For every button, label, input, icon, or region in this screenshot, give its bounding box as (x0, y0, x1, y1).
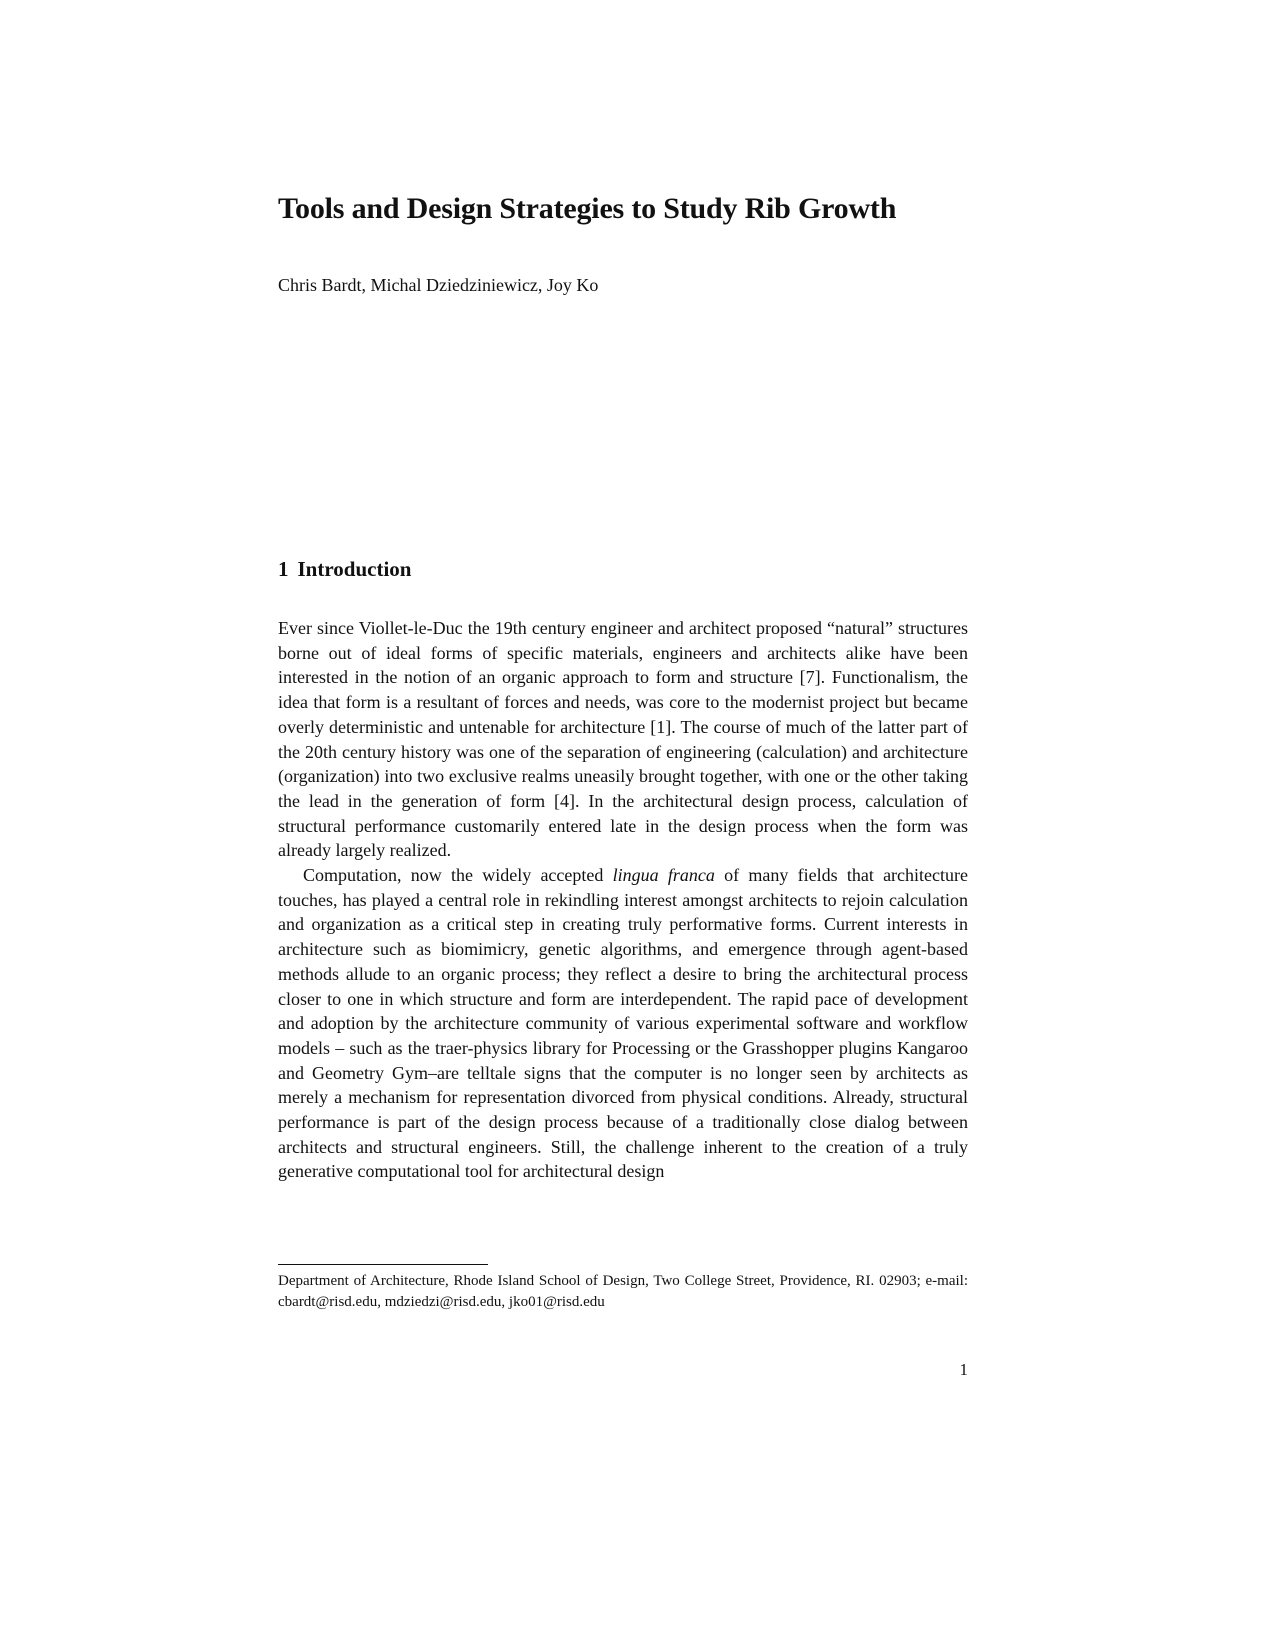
page-number: 1 (959, 1360, 968, 1379)
section-title: Introduction (297, 557, 412, 581)
paragraph-1: Ever since Viollet-le-Duc the 19th century engineer and architect proposed “natural” structures borne out of ideal forms of specific materials, engineers and architects alike have been interested in the notion of an organic approach to form and structure [7]. Functionalism, the idea that form is a resultant of forces and needs, was core to the modernist project but became overly deterministic and untenable for architecture [1]. The course of much of the latter part of the 20th century history was one of the separation of engineering (calculation) and architecture (organization) into two exclusive realms uneasily brought together, with one or the other taking the lead in the generation of form [4]. In the architectural design process, calculation of structural performance customarily entered late in the design process when the form was already largely realized. (278, 618, 968, 861)
paragraph-2-rest: of many fields that architecture touches, has played a central role in rekindling interest amongst architects to rejoin calculation and organization as a critical step in creating truly performative forms. Current interests in architecture such as biomimicry, genetic algorithms, and emergence through agent-based methods allude to an organic process; they reflect a desire to bring the architectural process closer to one in which structure and form are interdependent. The rapid pace of development and adoption by the architecture community of various experimental software and workflow models – such as the traer-physics library for Processing or the Grasshopper plugins Kangaroo and Geometry Gym–are telltale signs that the computer is no longer seen by architects as merely a mechanism for representation divorced from physical conditions. Already, structural performance is part of the design process because of a traditionally close dialog between architects and structural engineers. Still, the challenge inherent to the creation of a truly generative computational tool for architectural design (278, 865, 969, 1182)
section-number: 1 (278, 557, 289, 581)
paper-title: Tools and Design Strategies to Study Rib Growth (278, 192, 897, 225)
italic-term: lingua franca (612, 865, 715, 886)
section-heading (278, 555, 411, 583)
footnote-divider (278, 1264, 488, 1265)
affiliation-footnote: Department of Architecture, Rhode Island School of Design, Two College Street, Providence, RI. 02903; e-mail: cbardt@risd.edu, mdziedzi@risd.edu, jko01@risd.edu (278, 1273, 968, 1310)
body-text (278, 616, 968, 1184)
paragraph-2 (278, 863, 968, 1184)
author-list: Chris Bardt, Michal Dziedziniewicz, Joy Ko (278, 275, 599, 295)
paragraph-2-start: Computation, now the widely accepted (303, 865, 613, 886)
